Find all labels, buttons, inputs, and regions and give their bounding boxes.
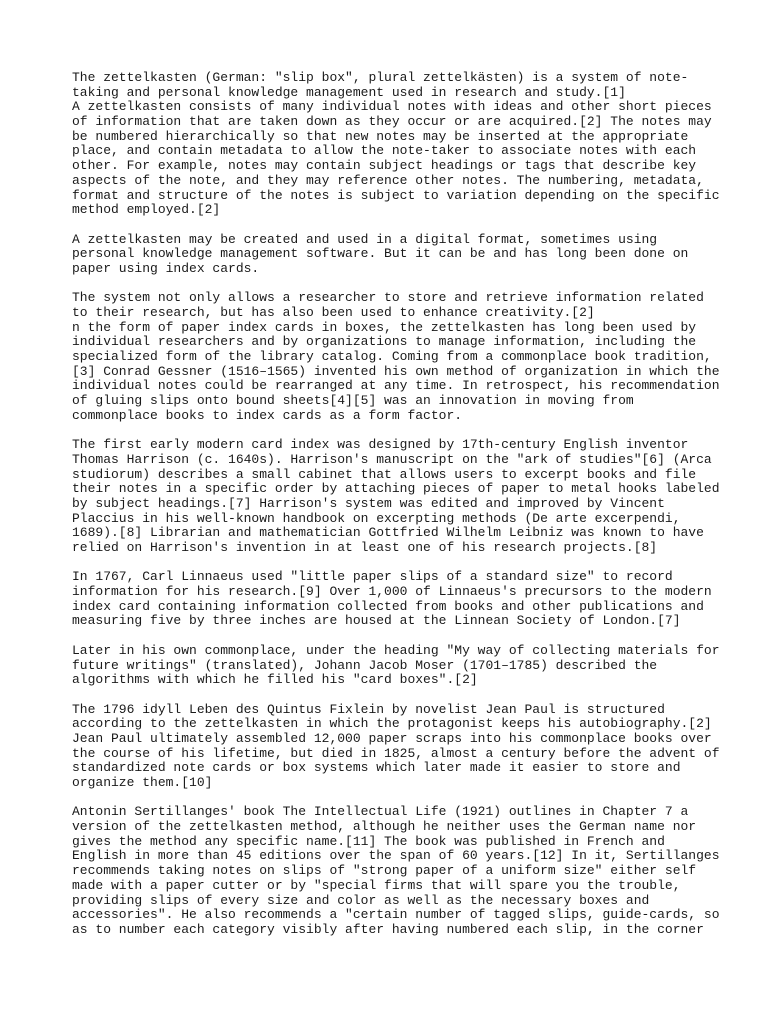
paragraph-linnaeus (72, 570, 722, 629)
text-line: of gluing slips onto bound sheets[4][5] was an innovation in moving from (72, 393, 634, 409)
text-line: individual notes could be rearranged at any time. In retrospect, his recommendation (72, 378, 720, 394)
text-line: relied on Harrison's invention in at least one of his research projects.[8] (72, 540, 658, 555)
text-line: place, and contain metadata to allow the note-taker to associate notes with each (72, 143, 697, 159)
text-line: their notes in a specific order by attaching pieces of paper to metal hooks labeled (72, 481, 720, 497)
text-line: organize them.[10] (72, 775, 213, 790)
text-line: commonplace books to index cards as a form factor. (72, 407, 463, 423)
text-line: The zettelkasten (German: "slip box", plural zettelkästen) is a system of note- (72, 70, 689, 85)
paragraph-intro (72, 71, 722, 218)
text-line: recommends taking notes on slips of "strong paper of a uniform size" either self (72, 863, 697, 879)
text-line: Thomas Harrison (c. 1640s). Harrison's manuscript on the "ark of studies"[6] (Arca (72, 451, 712, 467)
text-line: method employed.[2] (72, 202, 221, 218)
text-line: of information that are taken down as they occur or are acquired.[2] The notes may (72, 114, 712, 130)
text-line: gives the method any specific name.[11] The book was published in French and (72, 833, 665, 849)
text-line: The system not only allows a researcher to store and retrieve information related (72, 290, 704, 306)
text-line: information for his research.[9] Over 1,000 of Linnaeus's precursors to the modern (72, 584, 712, 600)
text-line: according to the zettelkasten in which the protagonist keeps his autobiography.[2] (72, 716, 712, 732)
text-line: aspects of the note, and they may reference other notes. The numbering, metadata, (72, 172, 704, 188)
text-line: individual researchers and by organizations to manage information, including the (72, 334, 697, 350)
text-line: The 1796 idyll Leben des Quintus Fixlein by novelist Jean Paul is structured (72, 701, 665, 717)
text-line: The first early modern card index was designed by 17th-century English inventor (72, 437, 689, 453)
text-line: 1689).[8] Librarian and mathematician Gottfried Wilhelm Leibniz was known to have (72, 525, 704, 541)
paragraph-jean-paul (72, 703, 722, 791)
text-line: specialized form of the library catalog. Coming from a commonplace book tradition, (72, 349, 712, 365)
paragraph-harrison (72, 438, 722, 556)
text-line: index card containing information collected from books and other publications and (72, 598, 704, 614)
text-line: Jean Paul ultimately assembled 12,000 paper scraps into his commonplace books over (72, 730, 712, 746)
paragraph-sertillanges (72, 805, 722, 937)
text-line: studiorum) describes a small cabinet that allows users to excerpt books and file (72, 466, 697, 482)
text-line: algorithms with which he filled his "card boxes".[2] (72, 672, 478, 688)
text-line: Antonin Sertillanges' book The Intellectual Life (1921) outlines in Chapter 7 a (72, 804, 689, 820)
text-line: providing slips of every size and color as well as the necessary boxes and (72, 892, 650, 908)
text-line: other. For example, notes may contain subject headings or tags that describe key (72, 158, 697, 174)
paragraph-moser (72, 644, 722, 688)
text-line: version of the zettelkasten method, although he neither uses the German name nor (72, 819, 697, 835)
text-line: Later in his own commonplace, under the heading "My way of collecting materials for (72, 642, 720, 658)
text-line: format and structure of the notes is subject to variation depending on the specific (72, 187, 720, 203)
paragraph-digital-format (72, 233, 722, 277)
text-line: standardized note cards or box systems which later made it easier to store and (72, 760, 681, 776)
text-line: A zettelkasten may be created and used in a digital format, sometimes using (72, 231, 658, 247)
text-line: Placcius in his well-known handbook on excerpting methods (De arte excerpendi, (72, 510, 681, 526)
text-line: as to number each category visibly after having numbered each slip, in the corner (72, 921, 704, 937)
text-line: taking and personal knowledge management used in research and study.[1] (72, 84, 626, 100)
paragraph-history-gessner (72, 291, 722, 423)
text-line: future writings" (translated), Johann Jacob Moser (1701–1785) described the (72, 657, 658, 673)
text-line: accessories". He also recommends a "certain number of tagged slips, guide-cards, so (72, 907, 720, 923)
text-line: A zettelkasten consists of many individual notes with ideas and other short pieces (72, 99, 712, 115)
text-line: made with a paper cutter or by "special firms that will spare you the trouble, (72, 877, 681, 893)
text-line: English in more than 45 editions over the span of 60 years.[12] In it, Sertillanges (72, 848, 720, 864)
text-line: the course of his lifetime, but died in 1825, almost a century before the advent of (72, 745, 720, 761)
text-line: paper using index cards. (72, 260, 260, 276)
text-line: In 1767, Carl Linnaeus used "little paper slips of a standard size" to record (72, 569, 673, 585)
text-line: be numbered hierarchically so that new notes may be inserted at the appropriate (72, 128, 689, 144)
text-line: n the form of paper index cards in boxes, the zettelkasten has long been used by (72, 319, 697, 335)
document-page (72, 71, 722, 952)
text-line: by subject headings.[7] Harrison's system was edited and improved by Vincent (72, 495, 665, 511)
text-line: [3] Conrad Gessner (1516–1565) invented his own method of organization in which the (72, 363, 720, 379)
text-line: measuring five by three inches are housed at the Linnean Society of London.[7] (72, 613, 681, 629)
text-line: to their research, but has also been used to enhance creativity.[2] (72, 305, 595, 320)
text-line: personal knowledge management software. But it can be and has long been done on (72, 246, 689, 262)
